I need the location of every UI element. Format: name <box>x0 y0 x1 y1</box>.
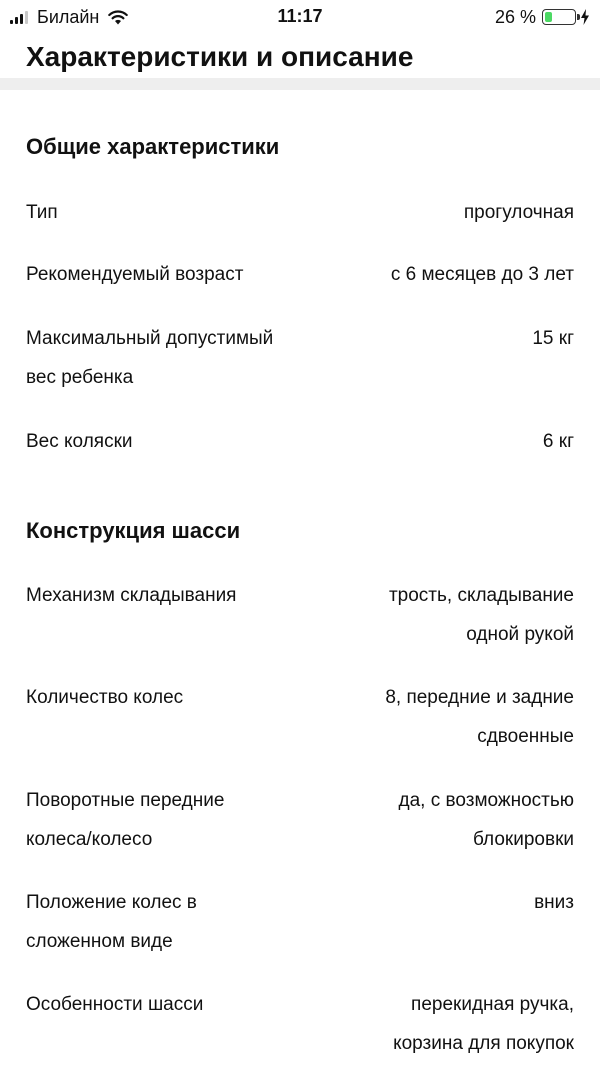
status-time: 11:17 <box>277 6 323 26</box>
spec-row-type <box>26 193 574 232</box>
spec-row-max-weight <box>26 319 574 397</box>
spec-label: Вес коляски <box>26 431 133 452</box>
spec-row-folded-wheels <box>26 883 574 961</box>
spec-label: Рекомендуемый возраст <box>26 264 244 285</box>
battery-fill <box>545 12 552 22</box>
spec-label: Особенности шасси <box>26 994 204 1015</box>
spec-value: да, с возможностью блокировки <box>398 790 574 850</box>
status-right <box>495 5 590 29</box>
spec-row-chassis-features <box>26 985 574 1063</box>
charging-bolt-icon <box>580 9 590 25</box>
spec-row-wheel-count <box>26 678 574 756</box>
spec-label: Количество колес <box>26 687 184 708</box>
spec-value: перекидная ручка, корзина для покупок <box>393 994 574 1054</box>
section-chassis <box>26 516 574 1066</box>
spec-label: Тип <box>26 202 58 223</box>
spec-row-swivel-wheels <box>26 781 574 859</box>
header-divider <box>0 78 600 90</box>
spec-label: Максимальный допустимый вес ребенка <box>26 328 274 388</box>
spec-value: 6 кг <box>542 431 574 452</box>
section-general <box>26 132 574 472</box>
spec-label: Поворотные передние колеса/колесо <box>26 790 225 850</box>
battery-icon <box>542 9 576 25</box>
spec-row-age <box>26 255 574 294</box>
spec-row-stroller-weight <box>26 422 574 461</box>
spec-value: прогулочная <box>463 202 574 223</box>
carrier-name: Билайн <box>37 6 100 27</box>
spec-label: Положение колес в сложенном виде <box>26 892 197 952</box>
section-title: Конструкция шасси <box>26 518 241 543</box>
spec-value: вниз <box>534 892 574 913</box>
status-bar <box>0 0 600 34</box>
battery-percent: 26 % <box>494 6 536 27</box>
spec-value: 8, передние и задние сдвоенные <box>385 687 574 747</box>
spec-label: Механизм складывания <box>26 585 237 606</box>
spec-value: 15 кг <box>532 328 574 349</box>
spec-value: трость, складывание одной рукой <box>388 585 574 645</box>
spec-value: с 6 месяцев до 3 лет <box>390 264 574 285</box>
page-title: Характеристики и описание <box>26 41 414 72</box>
spec-row-folding <box>26 576 574 654</box>
section-title: Общие характеристики <box>26 134 280 159</box>
